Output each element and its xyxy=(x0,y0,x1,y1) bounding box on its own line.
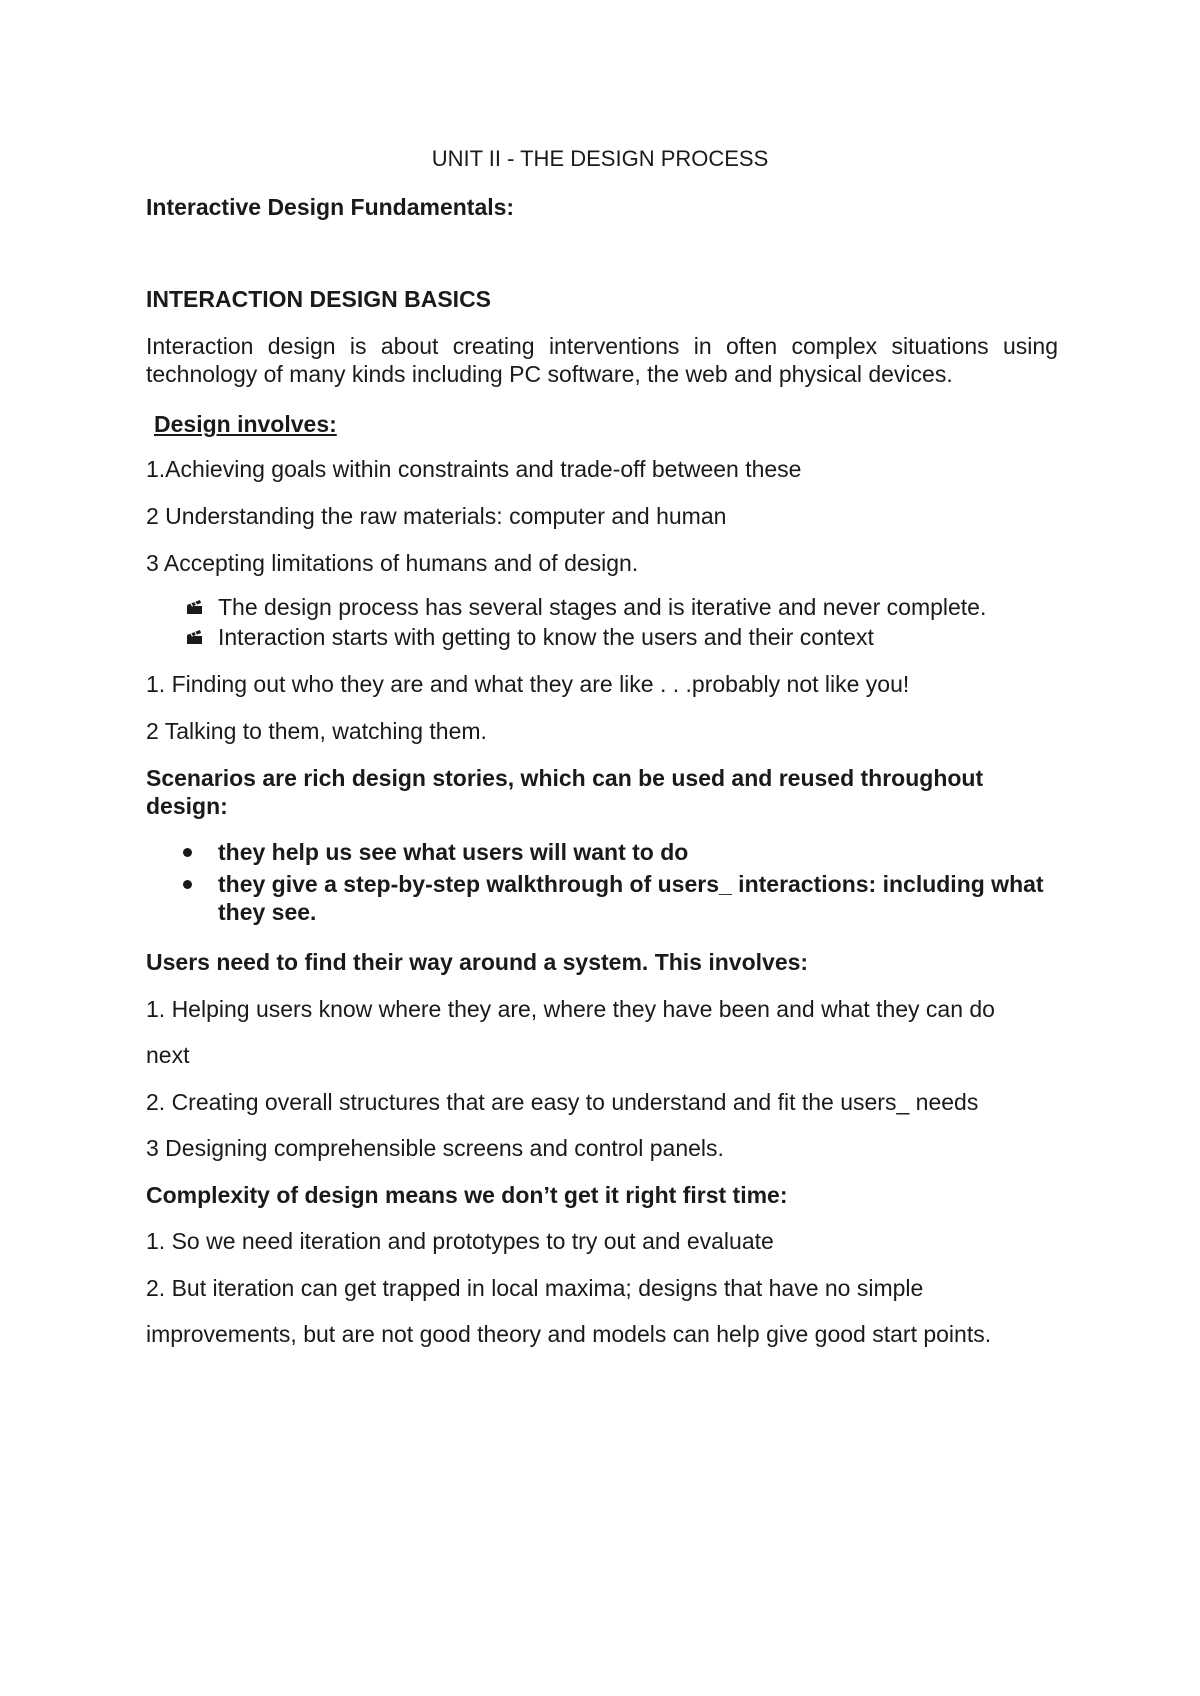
design-point-2: 2 Understanding the raw materials: computer and human xyxy=(146,503,727,529)
scenario-bullet-2: they give a step-by-step walkthrough of users_ interactions: including what they see. xyxy=(218,871,1044,925)
subheading: Interactive Design Fundamentals: xyxy=(146,194,515,220)
page-title: UNIT II - THE DESIGN PROCESS xyxy=(431,146,769,171)
process-bullet-1: The design process has several stages and is iterative and never complete. xyxy=(218,594,987,620)
dot-bullet-icon xyxy=(183,848,192,857)
scenarios-heading: Scenarios are rich design stories, which can be used and reused throughout design: xyxy=(146,765,984,819)
navigation-point-3: 3 Designing comprehensible screens and control panels. xyxy=(146,1135,724,1161)
complexity-point-2: 2. But iteration can get trapped in local maxima; designs that have no simple xyxy=(146,1275,924,1301)
complexity-point-2-cont: improvements, but are not good theory and models can help give good start points. xyxy=(146,1321,992,1347)
intro-paragraph: Interaction design is about creating interventions in often complex situations using technology of many kinds including PC software, the web and physical devices. xyxy=(146,333,1058,387)
process-bullet-2: Interaction starts with getting to know the users and their context xyxy=(218,624,874,650)
navigation-point-1-cont: next xyxy=(146,1042,190,1068)
navigation-point-2: 2. Creating overall structures that are easy to understand and fit the users_ needs xyxy=(146,1089,979,1115)
clapperboard-icon xyxy=(186,629,204,645)
design-involves-heading: Design involves: xyxy=(154,411,337,437)
navigation-point-1: 1. Helping users know where they are, where they have been and what they can do xyxy=(146,996,995,1022)
user-point-2: 2 Talking to them, watching them. xyxy=(146,718,487,744)
navigation-heading: Users need to find their way around a system. This involves: xyxy=(146,949,809,975)
section-heading: INTERACTION DESIGN BASICS xyxy=(146,286,492,312)
design-point-3: 3 Accepting limitations of humans and of design. xyxy=(146,550,639,576)
complexity-heading: Complexity of design means we don’t get it right first time: xyxy=(146,1182,788,1208)
clapperboard-icon xyxy=(186,599,204,615)
design-point-1: 1.Achieving goals within constraints and trade-off between these xyxy=(146,456,802,482)
scenario-bullet-1: they help us see what users will want to do xyxy=(218,839,689,865)
complexity-point-1: 1. So we need iteration and prototypes to try out and evaluate xyxy=(146,1228,774,1254)
user-point-1: 1. Finding out who they are and what they are like . . .probably not like you! xyxy=(146,671,910,697)
dot-bullet-icon xyxy=(183,880,192,889)
